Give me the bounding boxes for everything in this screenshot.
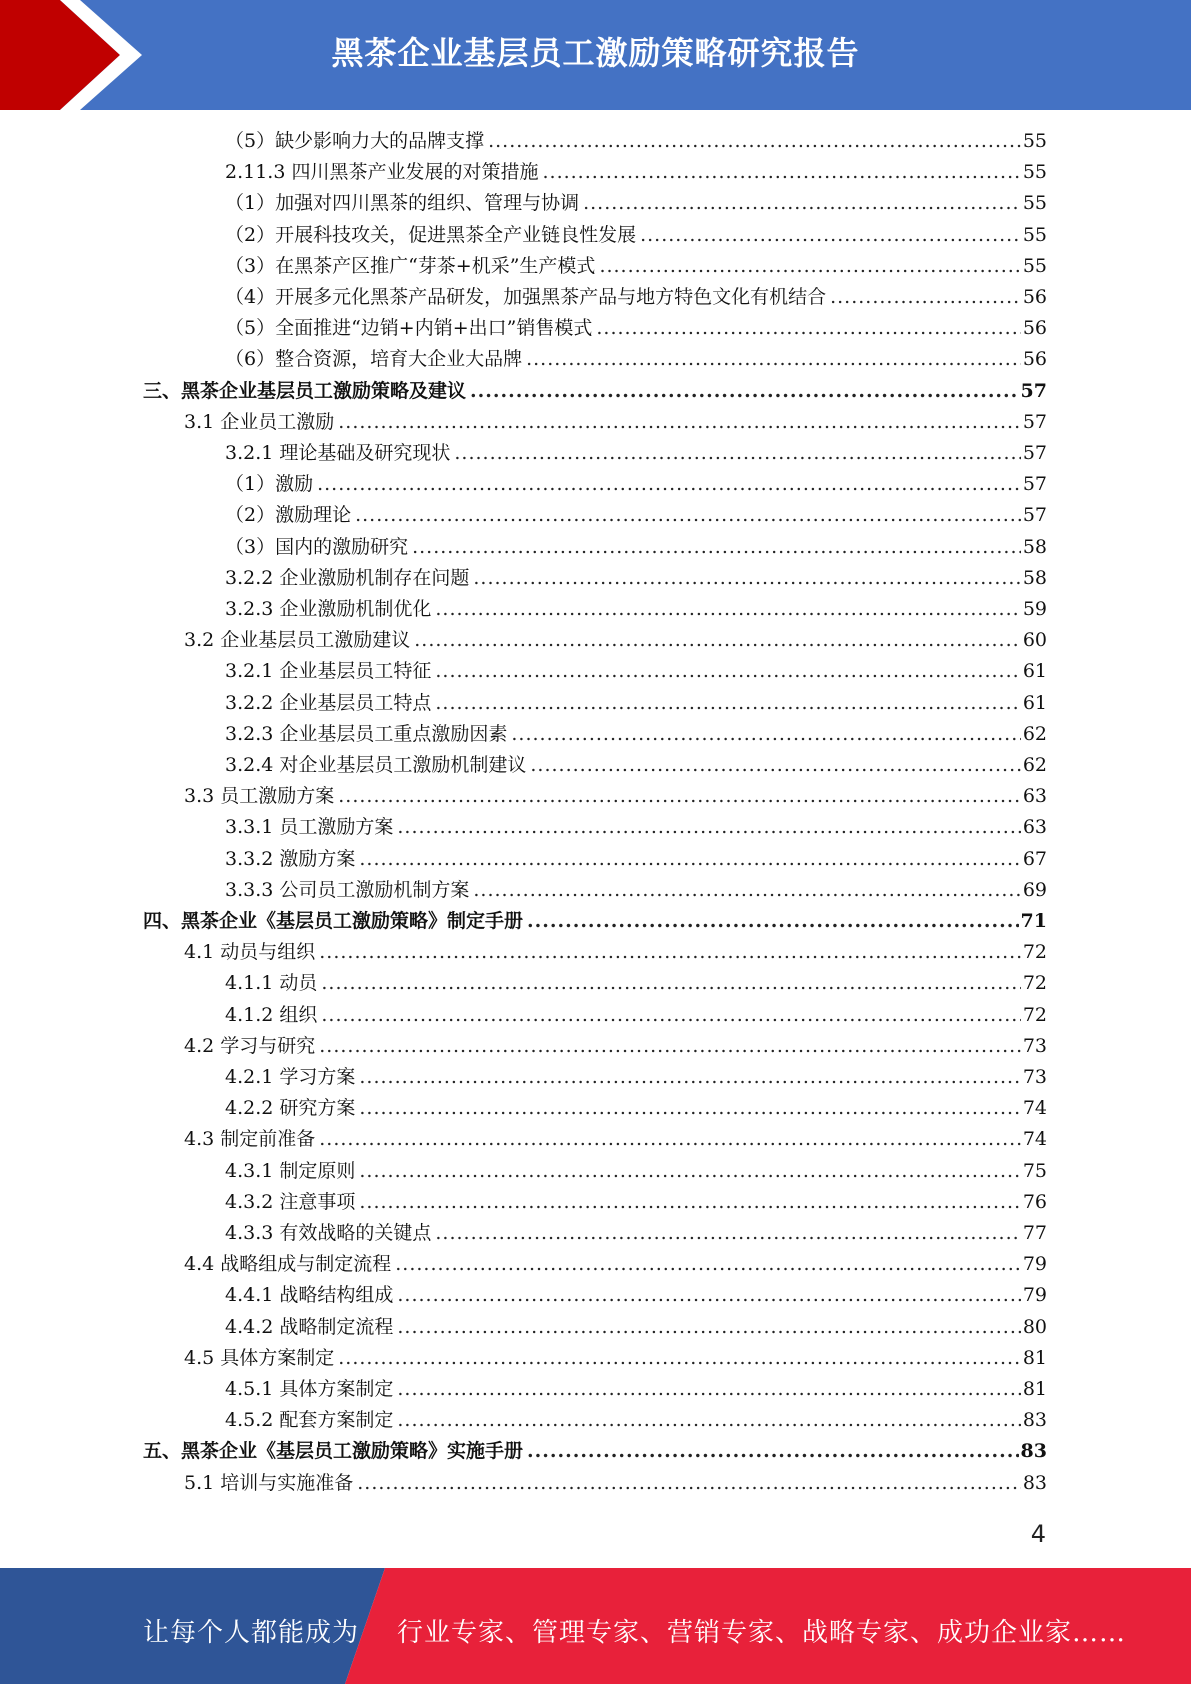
toc-dot-leader xyxy=(596,315,1020,341)
toc-dot-leader xyxy=(397,814,1020,840)
toc-entry[interactable] xyxy=(225,440,1047,466)
toc-entry[interactable] xyxy=(225,253,1047,279)
toc-dot-leader xyxy=(530,752,1020,778)
toc-dot-leader xyxy=(526,346,1021,372)
toc-entry[interactable] xyxy=(225,284,1047,310)
toc-entry[interactable] xyxy=(225,159,1047,185)
toc-entry-label: 4.2.2 研究方案 xyxy=(225,1097,356,1119)
toc-entry[interactable] xyxy=(143,378,1047,404)
toc-dot-leader xyxy=(435,690,1020,716)
toc-entry[interactable] xyxy=(225,877,1047,903)
toc-entry[interactable] xyxy=(225,752,1047,778)
toc-entry-label: 三、黑茶企业基层员工激励策略及建议 xyxy=(143,380,467,402)
toc-entry[interactable] xyxy=(225,1064,1047,1090)
toc-entry[interactable] xyxy=(225,970,1047,996)
toc-entry-label: 4.4 战略组成与制定流程 xyxy=(184,1253,392,1275)
toc-dot-leader xyxy=(359,846,1020,872)
toc-dot-leader xyxy=(321,970,1020,996)
toc-entry-label: 5.1 培训与实施准备 xyxy=(184,1472,354,1494)
toc-entry[interactable] xyxy=(225,1095,1047,1121)
toc-dot-leader xyxy=(357,1470,1021,1496)
toc-entry-page: 63 xyxy=(1022,785,1047,807)
toc-dot-leader xyxy=(412,534,1021,560)
toc-entry-label: （1）激励 xyxy=(225,473,314,495)
toc-dot-leader xyxy=(542,159,1020,185)
toc-entry[interactable] xyxy=(184,783,1047,809)
toc-dot-leader xyxy=(435,596,1020,622)
toc-entry-page: 62 xyxy=(1022,723,1047,745)
toc-dot-leader xyxy=(319,1033,1021,1059)
toc-entry-page: 55 xyxy=(1022,224,1047,246)
toc-entry-label: 4.5.1 具体方案制定 xyxy=(225,1378,394,1400)
toc-entry-page: 57 xyxy=(1020,380,1047,402)
toc-entry[interactable] xyxy=(225,190,1047,216)
toc-entry-page: 79 xyxy=(1022,1253,1047,1275)
toc-dot-leader xyxy=(397,1282,1020,1308)
toc-entry[interactable] xyxy=(225,721,1047,747)
toc-entry-page: 83 xyxy=(1022,1472,1047,1494)
toc-dot-leader xyxy=(319,939,1021,965)
toc-entry-page: 56 xyxy=(1022,286,1047,308)
toc-entry-label: 4.4.2 战略制定流程 xyxy=(225,1316,394,1338)
toc-dot-leader xyxy=(359,1158,1020,1184)
toc-entry[interactable] xyxy=(225,346,1047,372)
toc-entry-page: 72 xyxy=(1022,941,1047,963)
toc-entry[interactable] xyxy=(225,658,1047,684)
toc-entry[interactable] xyxy=(225,814,1047,840)
toc-entry-page: 61 xyxy=(1022,692,1047,714)
toc-dot-leader xyxy=(317,471,1021,497)
toc-entry-page: 55 xyxy=(1022,255,1047,277)
toc-entry-label: 3.2.2 企业激励机制存在问题 xyxy=(225,567,470,589)
toc-entry[interactable] xyxy=(225,222,1047,248)
toc-entry-page: 72 xyxy=(1022,1004,1047,1026)
toc-entry-label: 4.3.1 制定原则 xyxy=(225,1160,356,1182)
toc-dot-leader xyxy=(397,1407,1020,1433)
toc-entry-label: 3.3 员工激励方案 xyxy=(184,785,335,807)
toc-entry-page: 58 xyxy=(1022,536,1047,558)
toc-dot-leader xyxy=(359,1095,1020,1121)
toc-dot-leader xyxy=(527,1438,1019,1464)
toc-entry-page: 73 xyxy=(1022,1035,1047,1057)
toc-dot-leader xyxy=(488,128,1021,154)
toc-entry-page: 60 xyxy=(1022,629,1047,651)
toc-entry-label: 3.2.3 企业基层员工重点激励因素 xyxy=(225,723,508,745)
toc-entry-label: 3.2.1 理论基础及研究现状 xyxy=(225,442,451,464)
toc-entry-page: 79 xyxy=(1022,1284,1047,1306)
toc-dot-leader xyxy=(338,409,1021,435)
toc-entry-label: 4.5.2 配套方案制定 xyxy=(225,1409,394,1431)
toc-dot-leader xyxy=(599,253,1020,279)
toc-entry-label: 4.3.2 注意事项 xyxy=(225,1191,356,1213)
toc-dot-leader xyxy=(583,190,1021,216)
toc-entry-page: 83 xyxy=(1022,1409,1047,1431)
toc-dot-leader xyxy=(473,877,1020,903)
page-footer xyxy=(0,1568,1191,1684)
toc-entry[interactable] xyxy=(225,534,1047,560)
toc-entry[interactable] xyxy=(184,1470,1047,1496)
toc-dot-leader xyxy=(454,440,1020,466)
toc-dot-leader xyxy=(830,284,1021,310)
toc-entry-page: 55 xyxy=(1022,192,1047,214)
footer-slogan-right: 行业专家、管理专家、营销专家、战略专家、成功企业家…… xyxy=(397,1618,1127,1648)
toc-entry[interactable] xyxy=(225,596,1047,622)
toc-entry-label: 4.3 制定前准备 xyxy=(184,1128,316,1150)
toc-entry[interactable] xyxy=(225,1158,1047,1184)
report-title: 黑茶企业基层员工激励策略研究报告 xyxy=(331,34,860,72)
toc-entry-page: 83 xyxy=(1020,1440,1047,1462)
toc-dot-leader xyxy=(473,565,1020,591)
toc-entry-label: （4）开展多元化黑茶产品研发，加强黑茶产品与地方特色文化有机结合 xyxy=(225,286,827,308)
toc-entry-page: 81 xyxy=(1022,1347,1047,1369)
toc-entry-page: 63 xyxy=(1022,816,1047,838)
toc-entry-label: 五、黑茶企业《基层员工激励策略》实施手册 xyxy=(143,1440,524,1462)
toc-entry-page: 81 xyxy=(1022,1378,1047,1400)
toc-entry-label: 4.1.1 动员 xyxy=(225,972,318,994)
toc-entry-label: （1）加强对四川黑茶的组织、管理与协调 xyxy=(225,192,580,214)
toc-entry-page: 57 xyxy=(1022,442,1047,464)
toc-entry-label: 4.1.2 组织 xyxy=(225,1004,318,1026)
toc-entry-page: 67 xyxy=(1022,848,1047,870)
toc-dot-leader xyxy=(470,378,1019,404)
toc-entry[interactable] xyxy=(143,1438,1047,1464)
toc-entry[interactable] xyxy=(225,1189,1047,1215)
toc-entry-page: 59 xyxy=(1022,598,1047,620)
toc-entry-label: 3.2.2 企业基层员工特点 xyxy=(225,692,432,714)
toc-entry-label: 4.4.1 战略结构组成 xyxy=(225,1284,394,1306)
toc-entry-label: 2.11.3 四川黑茶产业发展的对策措施 xyxy=(225,161,539,183)
toc-entry-page: 55 xyxy=(1022,130,1047,152)
toc-entry-label: 3.2.1 企业基层员工特征 xyxy=(225,660,432,682)
toc-entry-page: 57 xyxy=(1022,473,1047,495)
toc-dot-leader xyxy=(397,1376,1020,1402)
toc-entry-label: （6）整合资源，培育大企业大品牌 xyxy=(225,348,523,370)
toc-entry-label: （3）国内的激励研究 xyxy=(225,536,409,558)
toc-entry[interactable] xyxy=(184,1345,1047,1371)
toc-entry-label: 3.1 企业员工激励 xyxy=(184,411,335,433)
toc-entry-label: 4.1 动员与组织 xyxy=(184,941,316,963)
toc-entry-page: 69 xyxy=(1022,879,1047,901)
toc-entry-label: （3）在黑茶产区推广“芽茶+机采”生产模式 xyxy=(225,255,596,277)
toc-entry[interactable] xyxy=(184,1126,1047,1152)
toc-dot-leader xyxy=(395,1251,1021,1277)
toc-entry-page: 57 xyxy=(1022,411,1047,433)
toc-entry-page: 71 xyxy=(1020,910,1047,932)
toc-entry[interactable] xyxy=(184,1033,1047,1059)
toc-dot-leader xyxy=(338,1345,1021,1371)
toc-entry[interactable] xyxy=(225,471,1047,497)
toc-dot-leader xyxy=(355,502,1021,528)
toc-entry-page: 72 xyxy=(1022,972,1047,994)
toc-entry-page: 77 xyxy=(1022,1222,1047,1244)
toc-dot-leader xyxy=(435,1220,1020,1246)
toc-entry[interactable] xyxy=(225,502,1047,528)
toc-dot-leader xyxy=(359,1064,1020,1090)
toc-entry-page: 75 xyxy=(1022,1160,1047,1182)
toc-dot-leader xyxy=(511,721,1020,747)
toc-entry-label: （5）全面推进“边销+内销+出口”销售模式 xyxy=(225,317,593,339)
toc-entry[interactable] xyxy=(225,1314,1047,1340)
toc-dot-leader xyxy=(397,1314,1020,1340)
toc-dot-leader xyxy=(338,783,1021,809)
toc-entry[interactable] xyxy=(184,409,1047,435)
toc-entry-page: 74 xyxy=(1022,1128,1047,1150)
toc-entry[interactable] xyxy=(225,1282,1047,1308)
toc-entry-label: 3.3.2 激励方案 xyxy=(225,848,356,870)
toc-entry-label: 4.2.1 学习方案 xyxy=(225,1066,356,1088)
toc-entry-page: 80 xyxy=(1022,1316,1047,1338)
toc-entry[interactable] xyxy=(225,690,1047,716)
toc-dot-leader xyxy=(359,1189,1020,1215)
toc-entry-label: 四、黑茶企业《基层员工激励策略》制定手册 xyxy=(143,910,524,932)
footer-slogan-left: 让每个人都能成为 xyxy=(143,1618,360,1648)
toc-entry-label: 3.2.3 企业激励机制优化 xyxy=(225,598,432,620)
toc-entry-label: （2）开展科技攻关，促进黑茶全产业链良性发展 xyxy=(225,224,637,246)
toc-dot-leader xyxy=(321,1002,1020,1028)
toc-entry-label: 3.2 企业基层员工激励建议 xyxy=(184,629,411,651)
toc-entry-label: 3.3.1 员工激励方案 xyxy=(225,816,394,838)
toc-entry[interactable] xyxy=(225,846,1047,872)
toc-entry-page: 56 xyxy=(1022,348,1047,370)
toc-entry-page: 62 xyxy=(1022,754,1047,776)
toc-entry[interactable] xyxy=(225,1376,1047,1402)
toc-entry-page: 57 xyxy=(1022,504,1047,526)
toc-dot-leader xyxy=(640,222,1021,248)
toc-entry-page: 56 xyxy=(1022,317,1047,339)
toc-entry[interactable] xyxy=(184,1251,1047,1277)
toc-entry-label: 3.2.4 对企业基层员工激励机制建议 xyxy=(225,754,527,776)
toc-entry-label: 4.5 具体方案制定 xyxy=(184,1347,335,1369)
toc-dot-leader xyxy=(414,627,1021,653)
toc-entry-page: 73 xyxy=(1022,1066,1047,1088)
toc-entry[interactable] xyxy=(225,128,1047,154)
toc-dot-leader xyxy=(435,658,1020,684)
toc-dot-leader xyxy=(319,1126,1021,1152)
toc-entry[interactable] xyxy=(184,627,1047,653)
toc-entry-page: 58 xyxy=(1022,567,1047,589)
page-header xyxy=(0,0,1191,110)
toc-entry[interactable] xyxy=(184,939,1047,965)
toc-entry-page: 76 xyxy=(1022,1191,1047,1213)
toc-entry[interactable] xyxy=(225,1002,1047,1028)
toc-entry-page: 61 xyxy=(1022,660,1047,682)
toc-entry[interactable] xyxy=(225,315,1047,341)
toc-dot-leader xyxy=(527,908,1019,934)
toc-entry-label: 4.3.3 有效战略的关键点 xyxy=(225,1222,432,1244)
toc-entry-label: 4.2 学习与研究 xyxy=(184,1035,316,1057)
page-number: 4 xyxy=(1030,1520,1046,1548)
toc-entry-label: 3.3.3 公司员工激励机制方案 xyxy=(225,879,470,901)
toc-entry[interactable] xyxy=(143,908,1047,934)
toc-entry-page: 74 xyxy=(1022,1097,1047,1119)
toc-entry-page: 55 xyxy=(1022,161,1047,183)
toc-entry[interactable] xyxy=(225,1220,1047,1246)
toc-entry[interactable] xyxy=(225,565,1047,591)
toc-entry-label: （5）缺少影响力大的品牌支撑 xyxy=(225,130,485,152)
toc-entry-label: （2）激励理论 xyxy=(225,504,352,526)
toc-entry[interactable] xyxy=(225,1407,1047,1433)
